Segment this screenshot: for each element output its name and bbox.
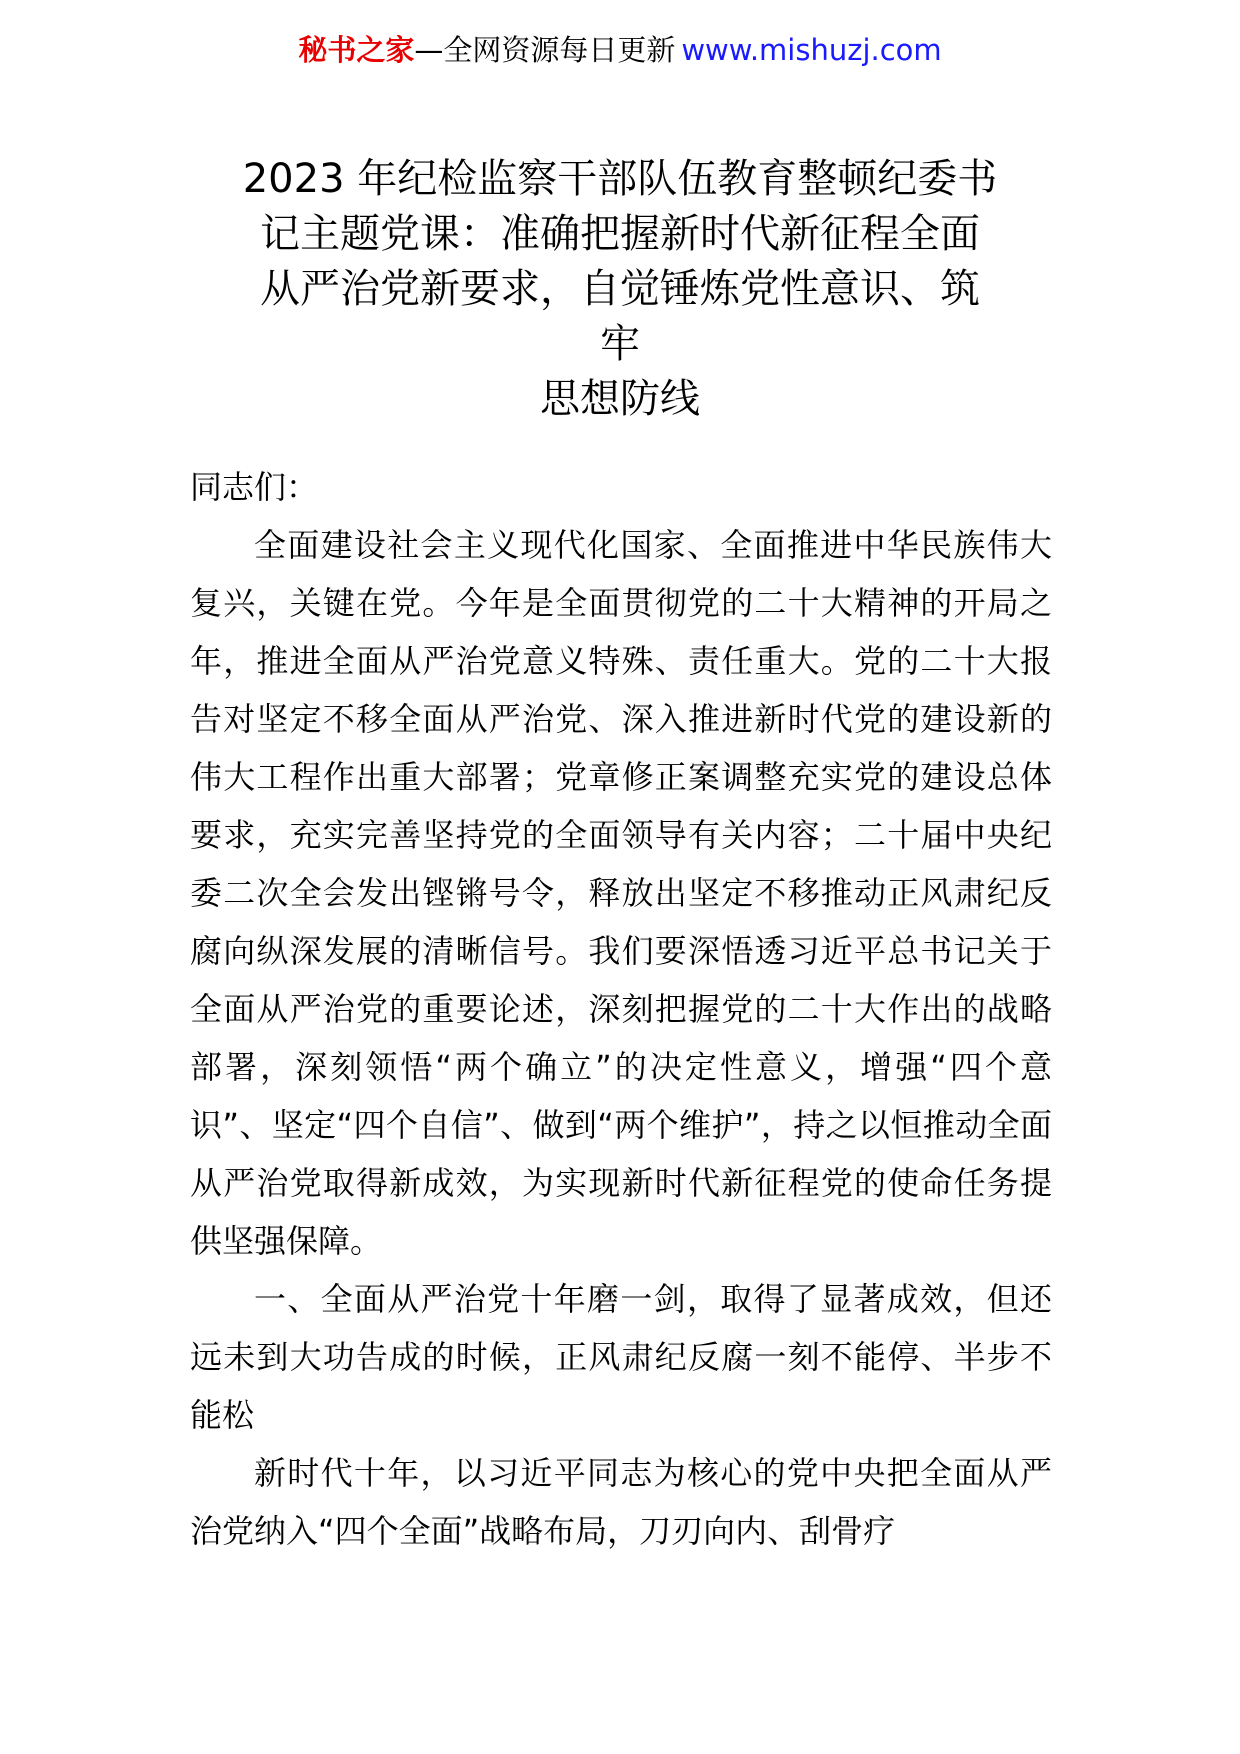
site-url-link[interactable]: www.mishuzj.com — [681, 33, 942, 67]
title-line: 牢 — [600, 321, 640, 367]
site-slogan: —全网资源每日更新 — [414, 33, 676, 67]
site-brand: 秘书之家 — [298, 33, 415, 67]
title-line: 记主题党课：准确把握新时代新征程全面 — [260, 211, 980, 257]
title-line: 从严治党新要求，自觉锤炼党性意识、筑 — [260, 266, 980, 312]
title-line: 思想防线 — [540, 376, 700, 422]
section-heading: 一、全面从严治党十年磨一剑，取得了显著成效，但还远未到大功告成的时候，正风肃纪反腐一刻不能停、半步不能松 — [190, 1280, 1052, 1434]
title-line: 2023 年纪检监察干部队伍教育整顿纪委书 — [242, 156, 998, 202]
document-title — [190, 152, 1050, 427]
body-paragraph: 新时代十年，以习近平同志为核心的党中央把全面从严治党纳入“四个全面”战略布局，刀刃向内、刮骨疗 — [190, 1454, 1052, 1550]
document-body — [190, 458, 1052, 1560]
body-paragraph: 全面建设社会主义现代化国家、全面推进中华民族伟大复兴，关键在党。今年是全面贯彻党的二十大精神的开局之年，推进全面从严治党意义特殊、责任重大。党的二十大报告对坚定不移全面从严治党、深入推进新时代党的建设新的伟大工程作出重大部署；党章修正案调整充实党的建设总体要求，充实完善坚持党的全面领导有关内容；二十届中央纪委二次全会发出铿锵号令，释放出坚定不移推动正风肃纪反腐向纵深发展的清晰信号。我们要深悟透习近平总书记关于全面从严治党的重要论述，深刻把握党的二十大作出的战略部署，深刻领悟“两个确立”的决定性意义，增强“四个意识”、坚定“四个自信”、做到“两个维护”，持之以恒推动全面从严治党取得新成效，为实现新时代新征程党的使命任务提供坚强保障。 — [190, 526, 1052, 1260]
site-header — [0, 28, 1240, 72]
greeting: 同志们： — [190, 468, 319, 506]
